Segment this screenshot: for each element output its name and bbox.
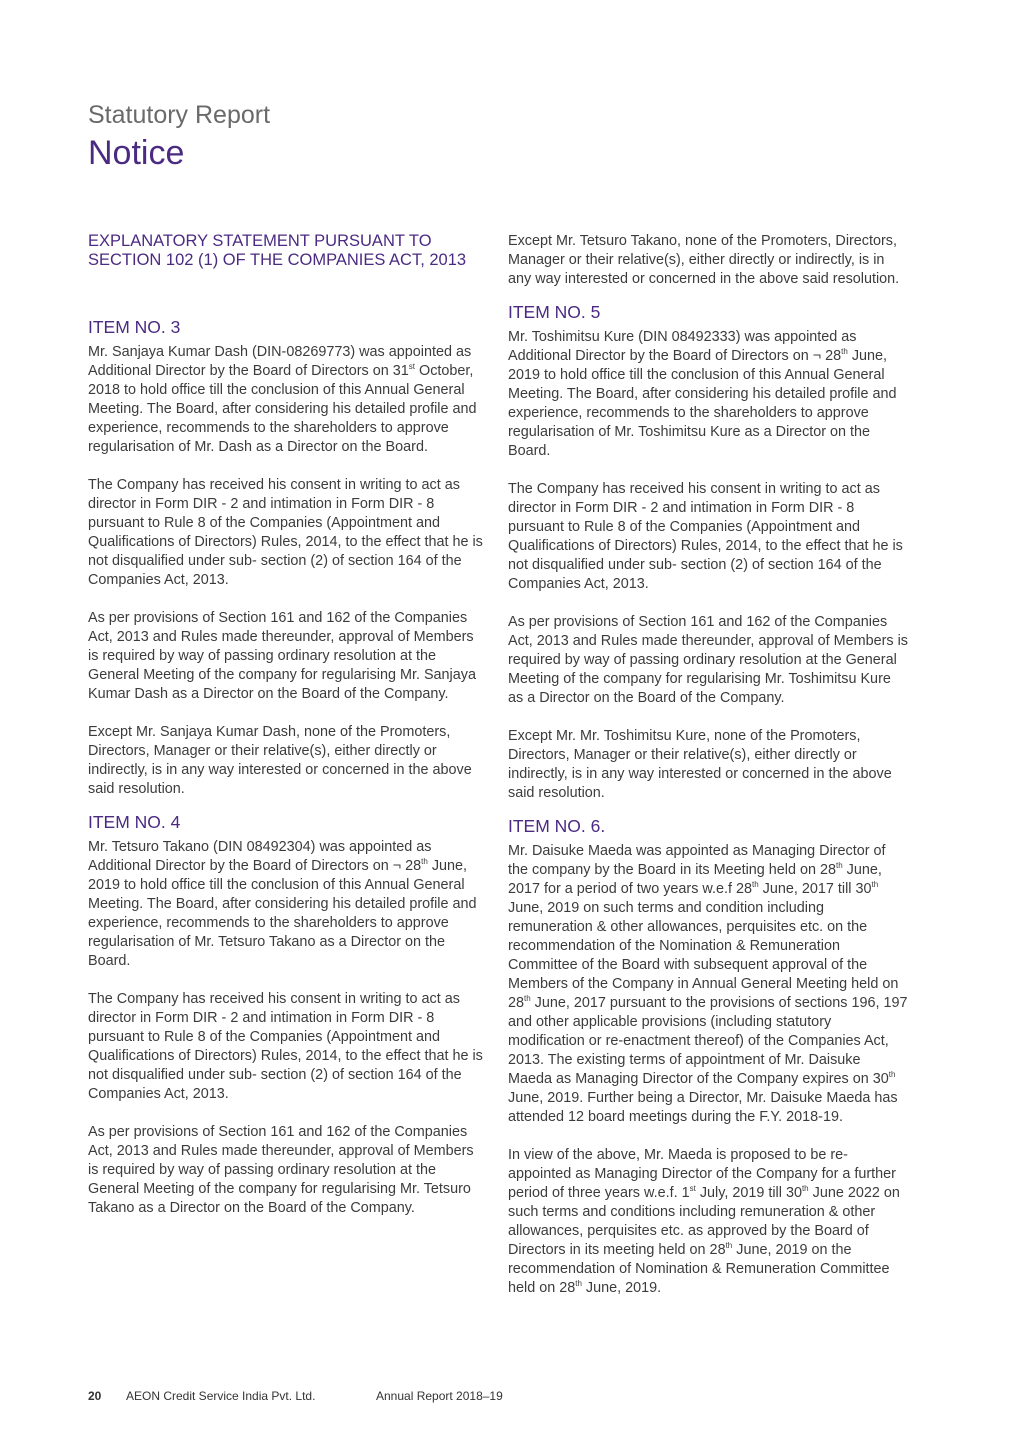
item-6-para-1: Mr. Daisuke Maeda was appointed as Managing Director of the company by the Board in its Meeting held on 28th June, 2017 for a period of two years w.e.f 28th June, 2017 till 30th June, 2019 on such terms and condition including remuneration & other allowances, perquisites etc. on the recommendation of the Nomination & Remuneration Committee of the Board with subsequent approval of the Members of the Company in Annual General Meeting held on 28th June, 2017 pursuant to the provisions of sections 196, 197 and other applicable provisions (including statutory modification or re-enactment thereof) of the Companies Act, 2013. The existing terms of appointment of Mr. Daisuke Maeda as Managing Director of the Company expires on 30th June, 2019. Further being a Director, Mr. Daisuke Maeda has attended 12 board meetings during the F.Y. 2018-19. — [508, 843, 908, 1125]
item-6-heading: ITEM NO. 6. — [508, 816, 606, 836]
item-4-para-4: Except Mr. Tetsuro Takano, none of the Promoters, Directors, Manager or their relative(s), either directly or indirectly, is in any way interested or concerned in the above said resolution. — [508, 233, 900, 287]
item-4-para-2: The Company has received his consent in writing to act as director in Form DIR - 2 and intimation in Form DIR - 8 pursuant to Rule 8 of the Companies (Appointment and Qualifications of Directors) Rules, 2014, to the effect that he is not disqualified under sub- section (2) of section 164 of the Companies Act, 2013. — [88, 991, 483, 1102]
page-title: Notice — [88, 134, 185, 172]
item-3-para-1: Mr. Sanjaya Kumar Dash (DIN-08269773) was appointed as Additional Director by the Board of Directors on 31st October, 2018 to hold office till the conclusion of this Annual General Meeting. The Board, after considering his detailed profile and experience, recommends to the shareholders to approve regularisation of Mr. Dash as a Director on the Board. — [88, 344, 477, 455]
section-label: Statutory Report — [88, 101, 271, 129]
item-4-para-1: Mr. Tetsuro Takano (DIN 08492304) was appointed as Additional Director by the Board of Directors on ¬ 28th June, 2019 to hold office till the conclusion of this Annual General Meeting. The Board, after considering his detailed profile and experience, recommends to the shareholders to approve regularisation of Mr. Tetsuro Takano as a Director on the Board. — [88, 839, 477, 969]
page-header — [88, 100, 270, 174]
statement-heading: EXPLANATORY STATEMENT PURSUANT TO SECTION 102 (1) OF THE COMPANIES ACT, 2013 — [88, 232, 467, 269]
company-name: AEON Credit Service India Pvt. Ltd. — [126, 1389, 316, 1403]
item-6-para-2: In view of the above, Mr. Maeda is proposed to be re-appointed as Managing Director of the Company for a further period of three years w.e.f. 1st July, 2019 till 30th June 2022 on such terms and conditions including remuneration & other allowances, perquisites etc. as approved by the Board of Directors in its meeting held on 28th June, 2019 on the recommendation of Nomination & Remuneration Committee held on 28th June, 2019. — [508, 1147, 900, 1296]
report-name: Annual Report 2018–19 — [376, 1389, 503, 1403]
item-5-para-4: Except Mr. Mr. Toshimitsu Kure, none of the Promoters, Directors, Manager or their relative(s), either directly or indirectly, is in any way interested or concerned in the above said resolution. — [508, 728, 892, 801]
item-4-heading: ITEM NO. 4 — [88, 812, 181, 832]
page-number: 20 — [88, 1389, 102, 1403]
item-4-para-3: As per provisions of Section 161 and 162 of the Companies Act, 2013 and Rules made thereunder, approval of Members is required by way of passing ordinary resolution at the General Meeting of the company for regularising Mr. Tetsuro Takano as a Director on the Board of the Company. — [88, 1124, 474, 1216]
item-5-para-3: As per provisions of Section 161 and 162 of the Companies Act, 2013 and Rules made thereunder, approval of Members is required by way of passing ordinary resolution at the General Meeting of the company for regularising Mr. Toshimitsu Kure as a Director on the Board of the Company. — [508, 614, 908, 706]
item-3-para-2: The Company has received his consent in writing to act as director in Form DIR - 2 and intimation in Form DIR - 8 pursuant to Rule 8 of the Companies (Appointment and Qualifications of Directors) Rules, 2014, to the effect that he is not disqualified under sub- section (2) of section 164 of the Companies Act, 2013. — [88, 477, 483, 588]
item-5-heading: ITEM NO. 5 — [508, 302, 601, 322]
page-footer — [88, 1389, 503, 1403]
right-column — [508, 232, 908, 1317]
item-3-para-4: Except Mr. Sanjaya Kumar Dash, none of the Promoters, Directors, Manager or their relative(s), either directly or indirectly, is in any way interested or concerned in the above said resolution. — [88, 724, 472, 797]
item-5-para-2: The Company has received his consent in writing to act as director in Form DIR - 2 and intimation in Form DIR - 8 pursuant to Rule 8 of the Companies (Appointment and Qualifications of Directors) Rules, 2014, to the effect that he is not disqualified under sub- section (2) of section 164 of the Companies Act, 2013. — [508, 481, 903, 592]
item-3-heading: ITEM NO. 3 — [88, 317, 181, 337]
left-column — [88, 232, 486, 1237]
item-3-para-3: As per provisions of Section 161 and 162 of the Companies Act, 2013 and Rules made thereunder, approval of Members is required by way of passing ordinary resolution at the General Meeting of the company for regularising Mr. Sanjaya Kumar Dash as a Director on the Board of the Company. — [88, 610, 476, 702]
item-5-para-1: Mr. Toshimitsu Kure (DIN 08492333) was appointed as Additional Director by the Board of Directors on ¬ 28th June, 2019 to hold office till the conclusion of this Annual General Meeting. The Board, after considering his detailed profile and experience, recommends to the shareholders to approve regularisation of Mr. Toshimitsu Kure as a Director on the Board. — [508, 329, 897, 459]
